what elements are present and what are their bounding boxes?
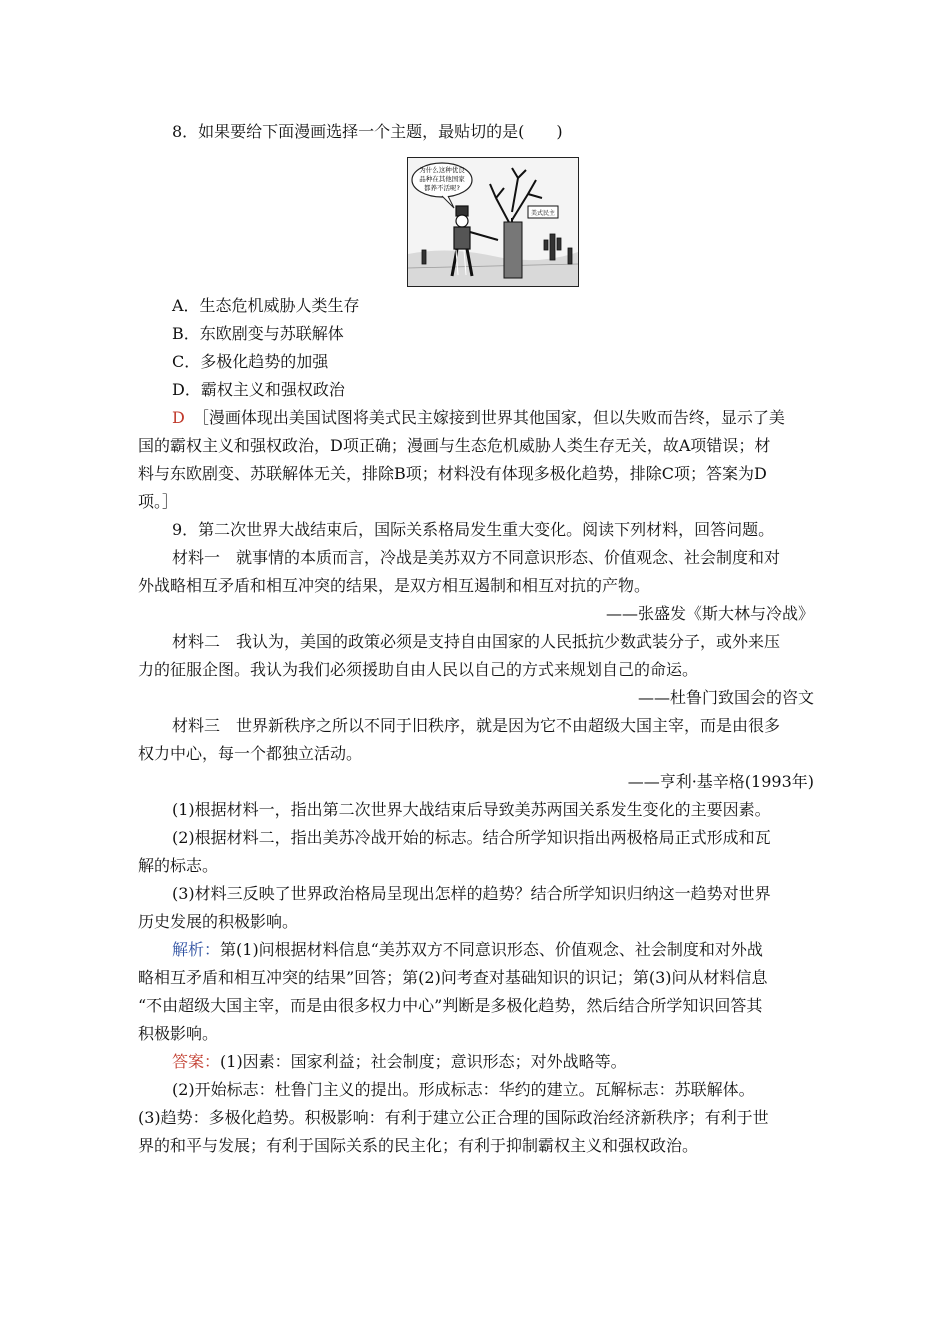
- bubble-line-2: 品种在其他国家: [419, 175, 465, 183]
- q8-explanation-line-2: 国的霸权主义和强权政治，D项正确；漫画与生态危机威胁人类生存无关，故A项错误；材: [138, 436, 771, 455]
- analysis-line-2: 略相互矛盾和相互冲突的结果”回答；第(2)问考查对基础知识的识记；第(3)问从材料信息: [138, 968, 768, 987]
- option-d: D．霸权主义和强权政治: [172, 380, 345, 399]
- sub-question-2-line-2: 解的标志。: [138, 856, 219, 875]
- sub-question-3-line-2: 历史发展的积极影响。: [138, 912, 299, 931]
- answer-label: 答案：: [172, 1052, 221, 1071]
- sub-question-3-line-1: (3)材料三反映了世界政治格局呈现出怎样的趋势？结合所学知识归纳这一趋势对世界: [172, 884, 771, 903]
- option-a: A．生态危机威胁人类生存: [172, 296, 360, 315]
- q8-explanation-line-1: D ［漫画体现出美国试图将美式民主嫁接到世界其他国家，但以失败而告终，显示了美: [172, 408, 785, 427]
- sign-text: 美式民主: [530, 210, 556, 217]
- material-3-source: ——亨利·基辛格(1993年): [627, 772, 814, 791]
- answer-letter: D: [172, 408, 185, 427]
- analysis-line-4: 积极影响。: [138, 1024, 219, 1043]
- material-2-line-1: 材料二 我认为，美国的政策必须是支持自由国家的人民抵抗少数武装分子，或外来压: [172, 632, 781, 651]
- bubble-line-3: 都养不活呢?: [424, 184, 460, 192]
- analysis-line-3: “不由超级大国主宰，而是由很多权力中心”判断是多极化趋势，然后结合所学知识回答其: [138, 996, 763, 1015]
- analysis-line-1: 解析：第(1)问根据材料信息“美苏双方不同意识形态、价值观念、社会制度和对外战: [172, 940, 763, 959]
- material-3-line-2: 权力中心，每一个都独立活动。: [138, 744, 363, 763]
- material-1-source: ——张盛发《斯大林与冷战》: [605, 604, 814, 623]
- answer-line-3: (3)趋势：多极化趋势。积极影响：有利于建立公正合理的国际政治经济新秩序；有利于世: [138, 1108, 769, 1127]
- answer-line-2: (2)开始标志：杜鲁门主义的提出。形成标志：华约的建立。瓦解标志：苏联解体。: [172, 1080, 755, 1099]
- q8-explanation-line-4: 项。］: [138, 492, 179, 511]
- sub-question-2-line-1: (2)根据材料二，指出美苏冷战开始的标志。结合所学知识指出两极格局正式形成和瓦: [172, 828, 771, 847]
- sign-plate: [528, 206, 558, 218]
- material-3-line-1: 材料三 世界新秩序之所以不同于旧秩序，就是因为它不由超级大国主宰，而是由很多: [172, 716, 781, 735]
- sub-question-1: (1)根据材料一，指出第二次世界大战结束后导致美苏两国关系发生变化的主要因素。: [172, 800, 771, 819]
- analysis-label: 解析：: [172, 940, 221, 959]
- option-c: C．多极化趋势的加强: [172, 352, 329, 371]
- material-2-source: ——杜鲁门致国会的咨文: [637, 688, 814, 707]
- material-1-line-1: 材料一 就事情的本质而言，冷战是美苏双方不同意识形态、价值观念、社会制度和对: [172, 548, 781, 567]
- answer-line-1: 答案：(1)因素：国家利益；社会制度；意识形态；对外战略等。: [172, 1052, 627, 1071]
- bubble-line-1: 为什么这种优良: [419, 166, 465, 174]
- material-2-line-2: 力的征服企图。我认为我们必须援助自由人民以自己的方式来规划自己的命运。: [138, 660, 699, 679]
- option-b: B．东欧剧变与苏联解体: [172, 324, 344, 343]
- question-8-stem: 8．如果要给下面漫画选择一个主题，最贴切的是( ): [172, 122, 563, 141]
- answer-line-4: 界的和平与发展；有利于国际关系的民主化；有利于抑制霸权主义和强权政治。: [138, 1136, 699, 1155]
- question-9-stem: 9．第二次世界大战结束后，国际关系格局发生重大变化。阅读下列材料，回答问题。: [172, 520, 775, 539]
- cartoon-image: [407, 157, 579, 287]
- q8-explanation-line-3: 料与东欧剧变、苏联解体无关，排除B项；材料没有体现多极化趋势，排除C项；答案为D: [138, 464, 767, 483]
- material-1-line-2: 外战略相互矛盾和相互冲突的结果，是双方相互遏制和相互对抗的产物。: [138, 576, 651, 595]
